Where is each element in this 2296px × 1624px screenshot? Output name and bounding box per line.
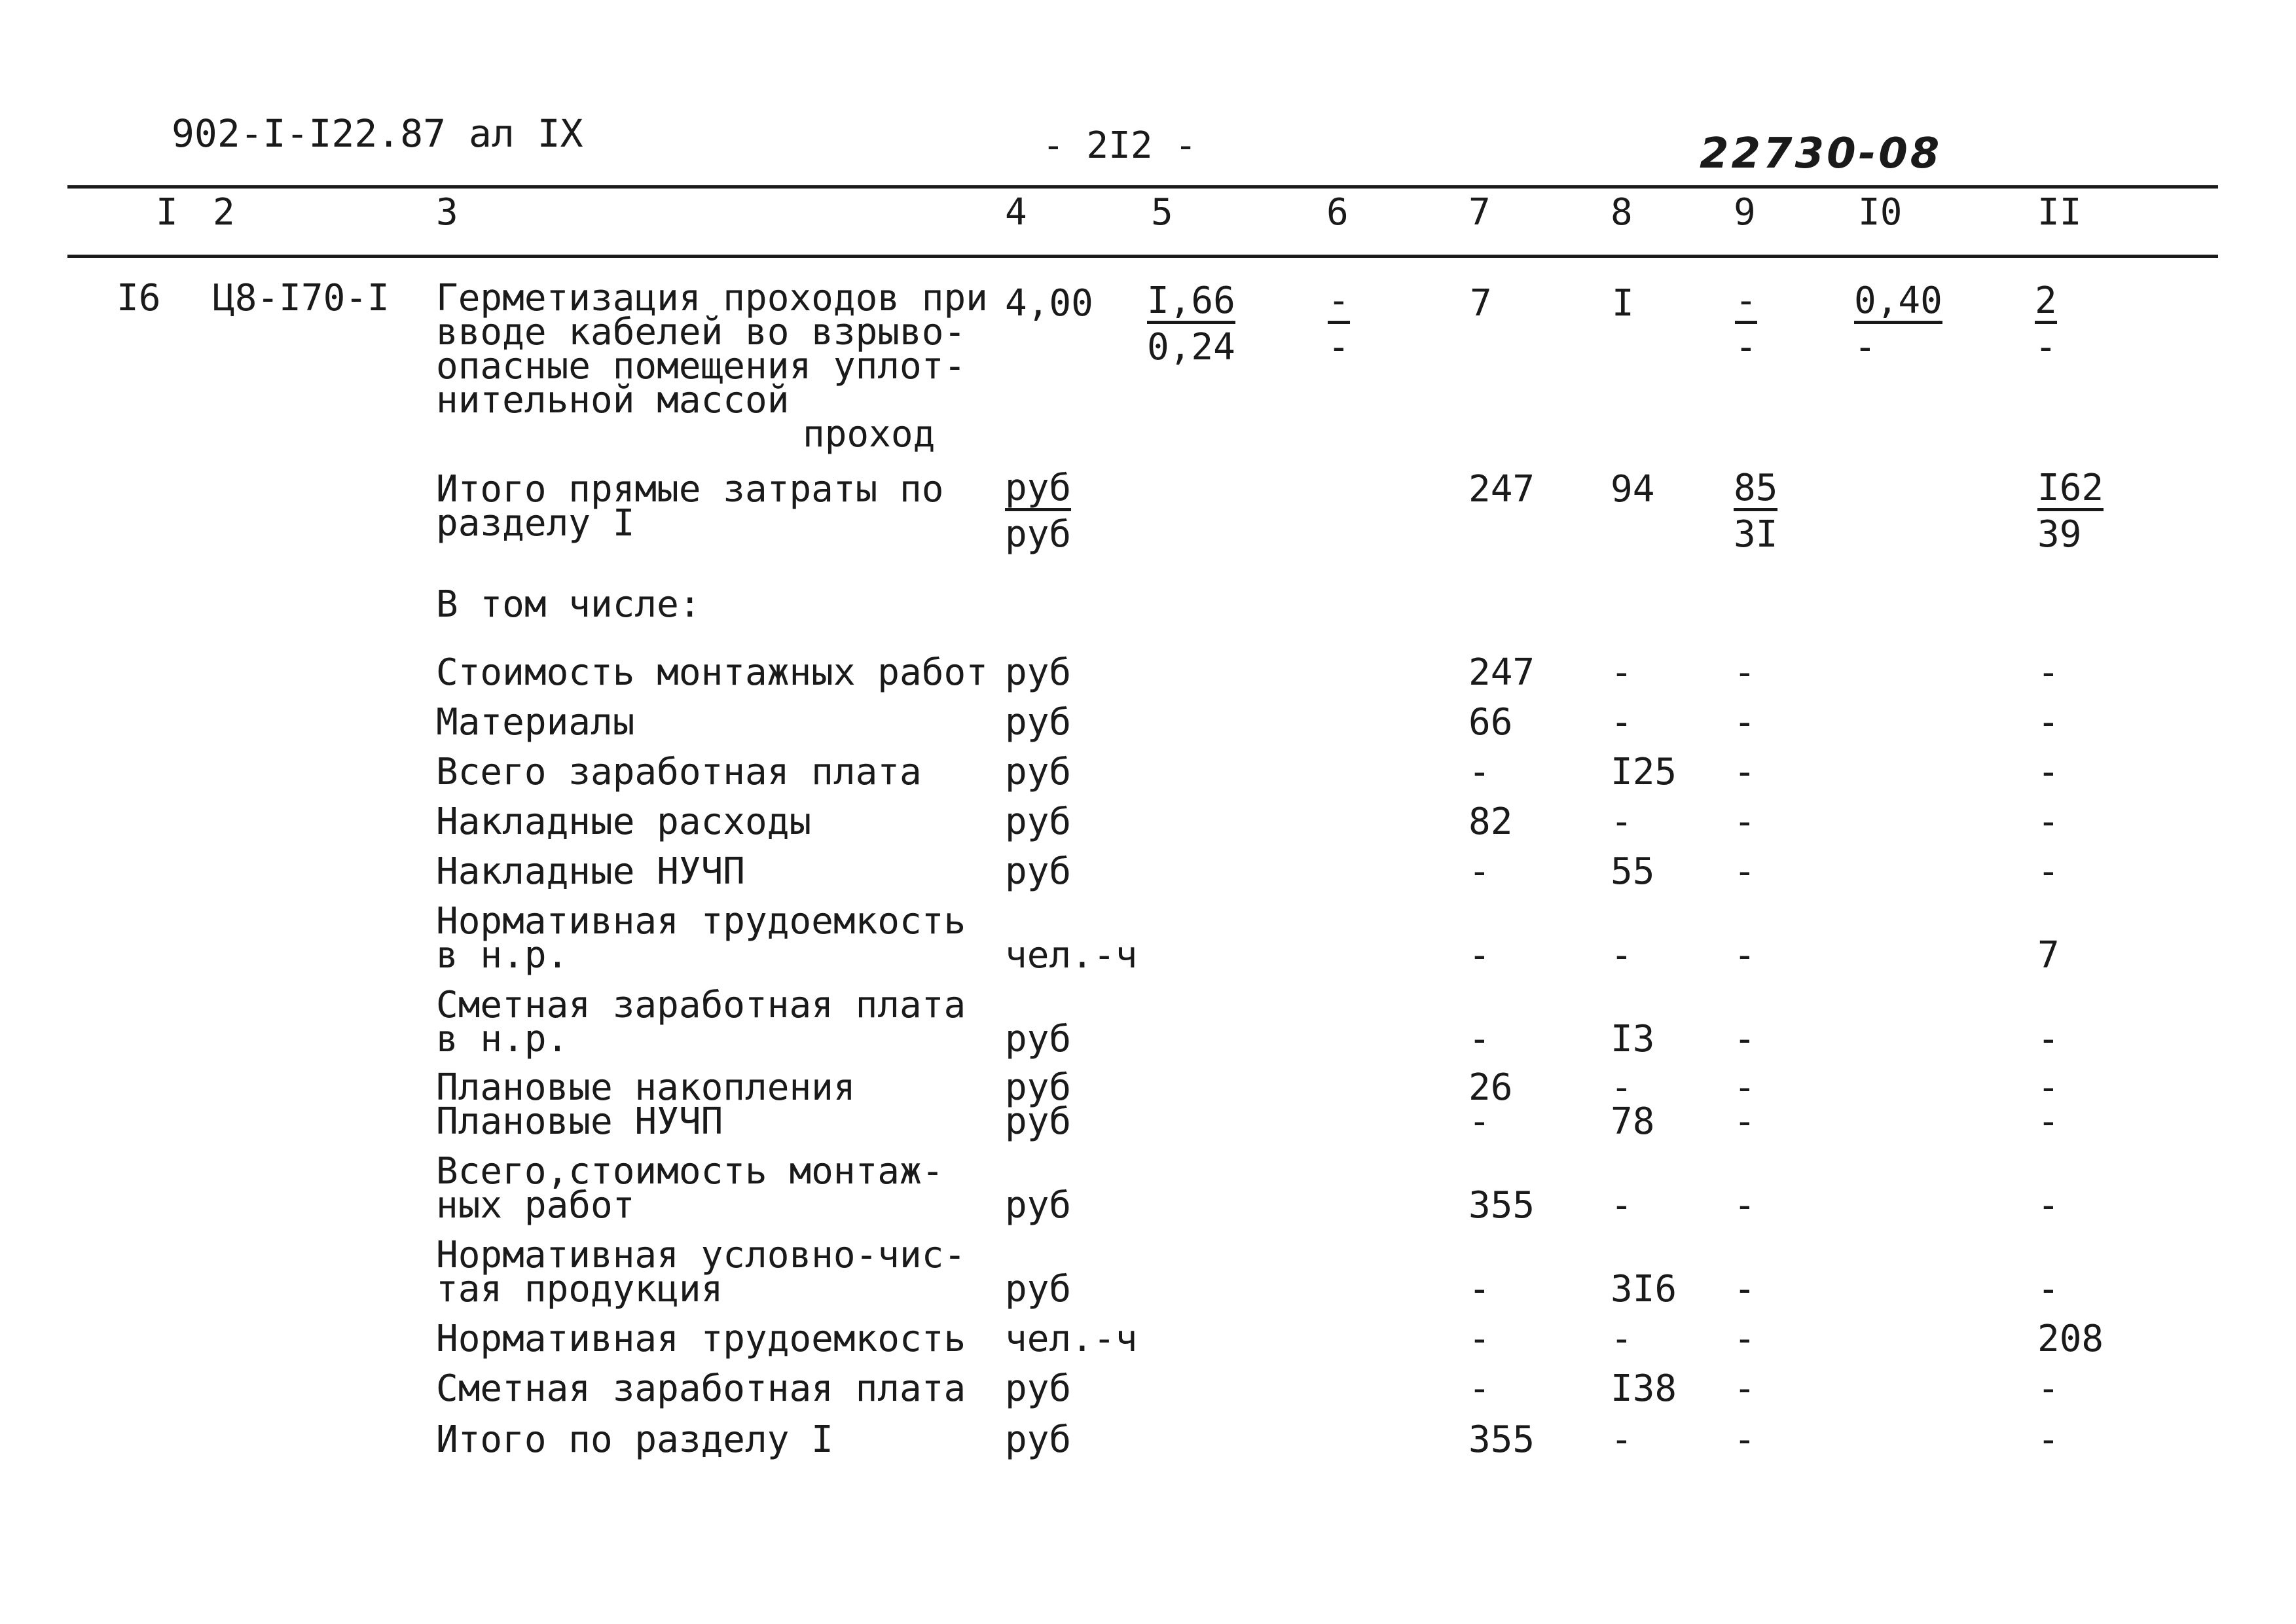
- row-col7: -: [1468, 1367, 1491, 1410]
- fraction: [1147, 280, 1235, 369]
- fraction-bottom: 39: [2037, 513, 2082, 556]
- fraction-top: -: [1735, 284, 1757, 324]
- row-col7: 82: [1468, 801, 1513, 843]
- fraction-bottom: -: [1328, 326, 1350, 369]
- row-label-line: Накладные НУЧП: [436, 850, 746, 893]
- row-label-line: в н.р.: [436, 1018, 569, 1060]
- col-header-5: 5: [1151, 191, 1173, 234]
- header-top-rule: [67, 185, 2218, 189]
- direct-costs-label-line: разделу I: [436, 502, 635, 545]
- row-col7: -: [1468, 1318, 1491, 1360]
- inventory-number: 22730-08: [1700, 130, 1942, 178]
- direct-costs-col8: 94: [1611, 468, 1655, 511]
- row-unit: руб: [1005, 1066, 1072, 1109]
- row-label-line: Итого по разделу I: [436, 1418, 833, 1461]
- row-label-line: Накладные расходы: [436, 801, 812, 843]
- row-col9: -: [1734, 651, 1756, 694]
- row-label: [436, 984, 966, 1060]
- row-unit: руб: [1005, 701, 1072, 744]
- row-col9: -: [1734, 1367, 1756, 1410]
- col-header-8: 8: [1611, 191, 1633, 234]
- entry-quantity: 4,00: [1005, 282, 1093, 325]
- fraction-top: I,66: [1147, 284, 1235, 324]
- row-label: [436, 801, 812, 843]
- fraction-top: руб: [1005, 471, 1071, 511]
- row-col11: -: [2037, 1066, 2060, 1109]
- row-col7: 355: [1468, 1418, 1535, 1461]
- row-col11: -: [2037, 1418, 2060, 1461]
- fraction-bottom: руб: [1005, 513, 1072, 556]
- col-header-1: I: [156, 191, 178, 234]
- page-number: - 2I2 -: [1042, 124, 1197, 167]
- row-label-line: в н.р.: [436, 934, 569, 977]
- entry-col6: [1328, 280, 1350, 369]
- col-header-4: 4: [1005, 191, 1027, 234]
- fraction: [2035, 280, 2057, 369]
- entry-code: Ц8-I70-I: [213, 277, 390, 319]
- entry-description: [436, 277, 988, 456]
- row-col8: -: [1611, 934, 1633, 977]
- fraction-bottom: -: [1735, 326, 1757, 369]
- entry-col5: [1147, 280, 1235, 369]
- row-col11: -: [2037, 850, 2060, 893]
- fraction-bottom: -: [1854, 326, 1876, 369]
- col-header-2: 2: [213, 191, 235, 234]
- row-label-line: Нормативная условно-чис-: [436, 1234, 966, 1276]
- row-col9: -: [1734, 701, 1756, 744]
- entry-desc-line: нительной массой: [436, 379, 790, 422]
- row-col9: -: [1734, 1418, 1756, 1461]
- row-col9: -: [1734, 801, 1756, 843]
- row-label-line: Нормативная трудоемкость: [436, 1318, 966, 1360]
- row-label: [436, 1418, 833, 1461]
- row-label: [436, 1367, 966, 1410]
- row-label-line: Сметная заработная плата: [436, 1367, 966, 1410]
- row-label: [436, 701, 635, 744]
- entry-col11: [2035, 280, 2057, 369]
- entry-col7: 7: [1470, 282, 1492, 325]
- row-col7: -: [1468, 751, 1491, 793]
- row-label: [436, 1100, 723, 1143]
- row-col7: -: [1468, 1100, 1491, 1143]
- row-label: [436, 1150, 944, 1227]
- col-header-11: II: [2037, 191, 2082, 234]
- row-label: [436, 900, 966, 977]
- row-col9: -: [1734, 1066, 1756, 1109]
- row-col8: 3I6: [1611, 1268, 1677, 1310]
- fraction-top: 2: [2035, 284, 2057, 324]
- direct-costs-unit: [1005, 467, 1072, 556]
- row-unit: чел.-ч: [1005, 934, 1138, 977]
- row-col7: -: [1468, 934, 1491, 977]
- direct-costs-label: [436, 468, 944, 545]
- row-col9: -: [1734, 751, 1756, 793]
- col-header-7: 7: [1468, 191, 1491, 234]
- row-label-line: Материалы: [436, 701, 635, 744]
- row-label: [436, 751, 922, 793]
- row-col11: -: [2037, 1367, 2060, 1410]
- row-label-line: тая продукция: [436, 1268, 723, 1310]
- row-col7: -: [1468, 1018, 1491, 1060]
- row-col8: 55: [1611, 850, 1655, 893]
- entry-unit-word: проход: [803, 413, 936, 456]
- row-col11: -: [2037, 1268, 2060, 1310]
- direct-costs-col9: [1734, 467, 1778, 556]
- row-col7: 66: [1468, 701, 1513, 744]
- fraction: [2037, 467, 2104, 556]
- row-col7: -: [1468, 850, 1491, 893]
- fraction-bottom: 0,24: [1147, 326, 1235, 369]
- row-label-line: Плановые НУЧП: [436, 1100, 723, 1143]
- fraction-top: 0,40: [1854, 284, 1942, 324]
- row-unit: руб: [1005, 850, 1072, 893]
- including-label: В том числе:: [436, 583, 701, 626]
- col-header-10: I0: [1858, 191, 1903, 234]
- fraction: [1854, 280, 1942, 369]
- row-col9: -: [1734, 1184, 1756, 1227]
- row-col7: 26: [1468, 1066, 1513, 1109]
- row-col11: 208: [2037, 1318, 2104, 1360]
- row-col11: -: [2037, 701, 2060, 744]
- row-col9: -: [1734, 1100, 1756, 1143]
- row-col9: -: [1734, 1268, 1756, 1310]
- fraction-top: -: [1328, 284, 1350, 324]
- row-label: [436, 651, 988, 694]
- direct-costs-col7: 247: [1468, 468, 1535, 511]
- row-unit: руб: [1005, 1418, 1072, 1461]
- row-unit: руб: [1005, 651, 1072, 694]
- row-label-line: ных работ: [436, 1184, 635, 1227]
- row-unit: руб: [1005, 1100, 1072, 1143]
- row-col8: I25: [1611, 751, 1677, 793]
- row-col8: -: [1611, 1184, 1633, 1227]
- row-col8: -: [1611, 701, 1633, 744]
- row-col11: -: [2037, 751, 2060, 793]
- row-col11: 7: [2037, 934, 2060, 977]
- row-unit: руб: [1005, 1018, 1072, 1060]
- row-label: [436, 850, 746, 893]
- direct-costs-col11: [2037, 467, 2104, 556]
- fraction-top: I62: [2037, 471, 2104, 511]
- fraction-bottom: 3I: [1734, 513, 1778, 556]
- col-header-6: 6: [1326, 191, 1349, 234]
- entry-desc-line: вводе кабелей во взрыво-: [436, 311, 966, 353]
- row-col8: I3: [1611, 1018, 1655, 1060]
- row-unit: руб: [1005, 751, 1072, 793]
- entry-col8: I: [1612, 282, 1634, 325]
- entry-col10: [1854, 280, 1942, 369]
- row-label-line: Сметная заработная плата: [436, 984, 966, 1026]
- fraction-bottom: -: [2035, 326, 2057, 369]
- row-label-line: Стоимость монтажных работ: [436, 651, 988, 694]
- row-col8: 78: [1611, 1100, 1655, 1143]
- fraction: [1328, 280, 1350, 369]
- row-col7: -: [1468, 1268, 1491, 1310]
- fraction-top: 85: [1734, 471, 1777, 511]
- row-col8: -: [1611, 1066, 1633, 1109]
- row-col11: -: [2037, 651, 2060, 694]
- row-col8: -: [1611, 1418, 1633, 1461]
- row-col9: -: [1734, 1018, 1756, 1060]
- entry-desc-line: Герметизация проходов при: [436, 277, 988, 319]
- entry-desc-line: опасные помещения уплот-: [436, 345, 966, 388]
- row-unit: руб: [1005, 1184, 1072, 1227]
- entry-col9: [1735, 280, 1757, 369]
- row-col7: 247: [1468, 651, 1535, 694]
- col-header-3: 3: [436, 191, 458, 234]
- row-label-line: Нормативная трудоемкость: [436, 900, 966, 943]
- row-label-line: Всего,стоимость монтаж-: [436, 1150, 944, 1193]
- fraction: [1734, 467, 1778, 556]
- row-col11: -: [2037, 801, 2060, 843]
- row-unit: руб: [1005, 1367, 1072, 1410]
- row-label-line: Всего заработная плата: [436, 751, 922, 793]
- row-col8: I38: [1611, 1367, 1677, 1410]
- row-col7: 355: [1468, 1184, 1535, 1227]
- row-col8: -: [1611, 1318, 1633, 1360]
- row-col11: -: [2037, 1184, 2060, 1227]
- row-col9: -: [1734, 850, 1756, 893]
- row-col11: -: [2037, 1100, 2060, 1143]
- row-label-line: Плановые накопления: [436, 1066, 856, 1109]
- entry-number: I6: [117, 277, 161, 319]
- row-col11: -: [2037, 1018, 2060, 1060]
- document-code: 902-I-I22.87 ал IX: [172, 111, 583, 156]
- row-col9: -: [1734, 1318, 1756, 1360]
- col-header-9: 9: [1734, 191, 1756, 234]
- fraction: [1735, 280, 1757, 369]
- row-label: [436, 1234, 966, 1310]
- fraction: [1005, 467, 1072, 556]
- row-unit: руб: [1005, 1268, 1072, 1310]
- row-col8: -: [1611, 651, 1633, 694]
- row-unit: чел.-ч: [1005, 1318, 1138, 1360]
- header-bottom-rule: [67, 255, 2218, 258]
- direct-costs-label-line: Итого прямые затраты по: [436, 468, 944, 511]
- row-label: [436, 1318, 966, 1360]
- row-col9: -: [1734, 934, 1756, 977]
- row-unit: руб: [1005, 801, 1072, 843]
- row-col8: -: [1611, 801, 1633, 843]
